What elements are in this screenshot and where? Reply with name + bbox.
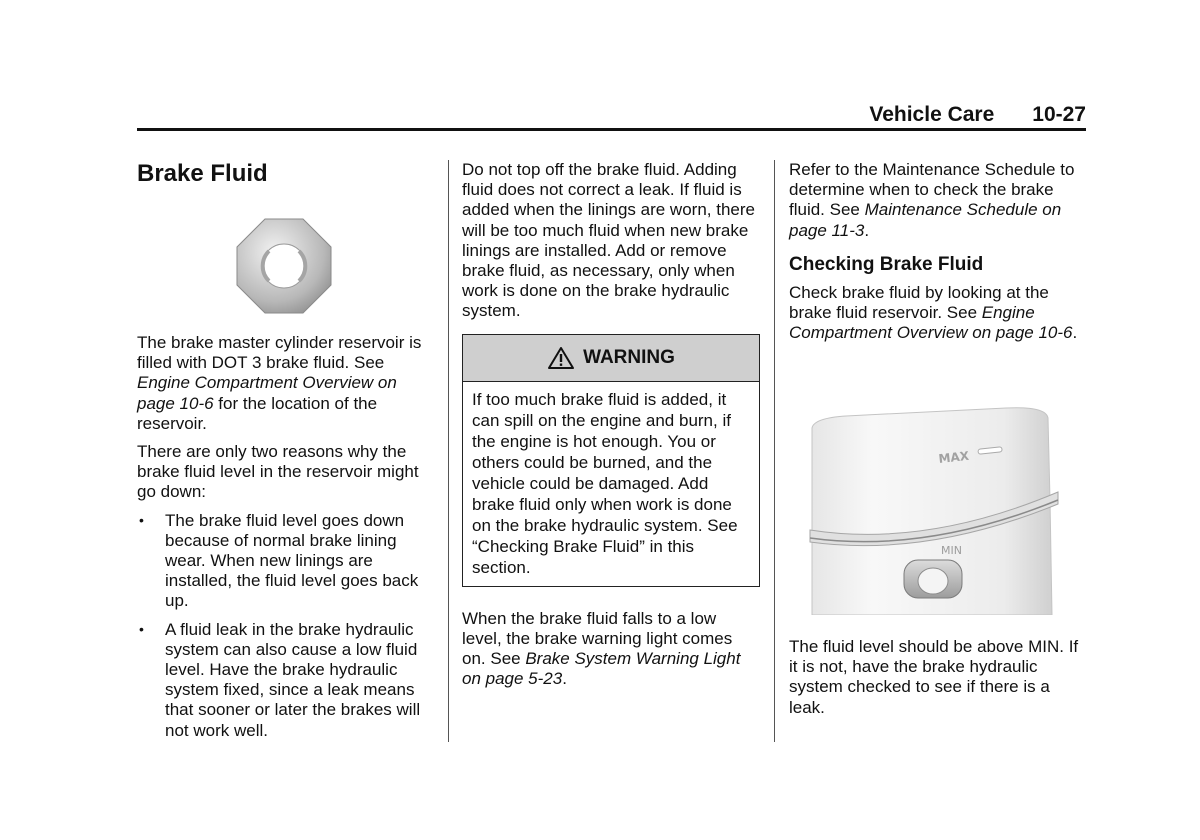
column-3	[789, 160, 1089, 352]
column-divider-1	[448, 160, 449, 742]
warning-box	[462, 334, 760, 587]
reasons-list	[137, 511, 437, 741]
intro-paragraph: The brake master cylinder reservoir is filled with DOT 3 brake fluid. See Engine Compartment Overview on page 10-6 for the location of the reservoir.	[137, 333, 422, 433]
cross-reference-link: Maintenance Schedule on page 11-3	[789, 200, 1062, 240]
cross-reference-link: Brake System Warning Light on page 5-23	[462, 649, 741, 689]
warning-header	[463, 335, 759, 382]
column-2	[462, 160, 760, 697]
column-3-bottom	[789, 637, 1089, 726]
top-off-paragraph: Do not top off the brake fluid. Adding fluid does not correct a leak. If fluid is added when the linings are worn, there will be too much fluid when new brake linings are installed. Add or remove brake fluid, as necessary, only when work is done on the brake hydraulic system.	[462, 160, 755, 321]
bullet-icon: •	[139, 511, 144, 528]
page-number: 10-27	[1032, 103, 1086, 126]
max-label: MAX	[937, 448, 970, 466]
reasons-paragraph: There are only two reasons why the brake fluid level in the reservoir might go down:	[137, 442, 419, 502]
warning-triangle-icon	[547, 346, 575, 370]
column-divider-2	[774, 160, 775, 742]
check-paragraph: Check brake fluid by looking at the brake fluid reservoir. See Engine Compartment Overview on page 10-6.	[789, 283, 1078, 343]
reservoir-cap-opening	[918, 568, 948, 594]
bullet-icon: •	[139, 620, 144, 637]
warning-title: WARNING	[583, 346, 675, 368]
min-label: MIN	[941, 544, 962, 557]
page-title: Brake Fluid	[137, 160, 268, 187]
page-header	[700, 103, 1086, 127]
cross-reference-link: Engine Compartment Overview on page 10-6	[789, 303, 1073, 343]
brake-fluid-reservoir-image	[806, 400, 1064, 615]
header-rule	[137, 128, 1086, 131]
fluid-level-paragraph: The fluid level should be above MIN. If it is not, have the brake hydraulic system checked to see if there is a leak.	[789, 637, 1079, 717]
column-1	[137, 333, 437, 749]
subheading: Checking Brake Fluid	[789, 253, 984, 275]
list-item: • The brake fluid level goes down because of normal brake lining wear. When new linings are installed, the fluid level goes back up.	[139, 510, 419, 611]
cross-reference-link: Engine Compartment Overview on page 10-6	[137, 373, 397, 413]
section-title: Vehicle Care	[869, 103, 995, 126]
warning-text: If too much brake fluid is added, it can spill on the engine and burn, if the engine is hot enough. You or others could be burned, and the vehicle could be damaged. Add brake fluid only when work is done on the brake hydraulic system. See “Checking Brake Fluid” in this section.	[472, 389, 738, 577]
schedule-paragraph: Refer to the Maintenance Schedule to determine when to check the brake fluid. See Maintenance Schedule on page 11-3.	[789, 160, 1075, 240]
brake-fluid-symbol-icon	[236, 218, 332, 314]
warning-light-paragraph: When the brake fluid falls to a low level, the brake warning light comes on. See Brake System Warning Light on page 5-23.	[462, 608, 741, 689]
list-item: • A fluid leak in the brake hydraulic system can also cause a low fluid level. Have the brake hydraulic system fixed, since a leak means that sooner or later the brakes will not work well.	[139, 619, 421, 740]
